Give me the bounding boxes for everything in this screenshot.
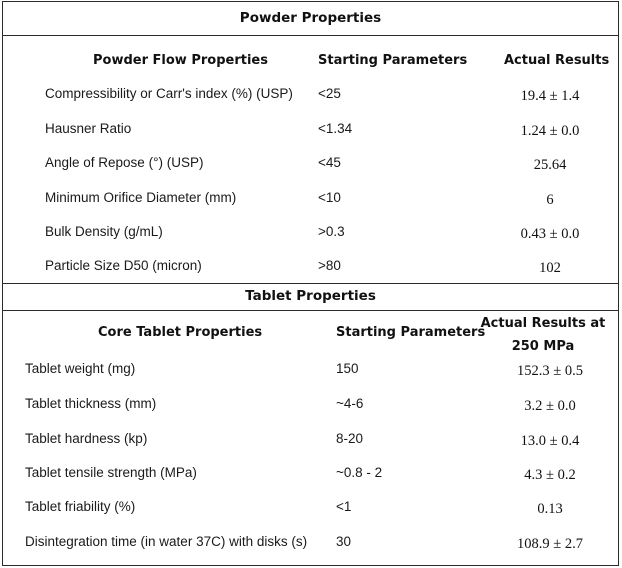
divider xyxy=(3,283,618,284)
powder-row-starting: <10 xyxy=(318,190,341,205)
powder-row-actual: 102 xyxy=(539,260,561,276)
tablet-header-actual-line2: 250 MPa xyxy=(511,339,575,354)
divider xyxy=(3,310,618,311)
tablet-row-starting: ~4-6 xyxy=(336,396,364,411)
powder-row-actual: 25.64 xyxy=(533,157,567,173)
tablet-row-property: Tablet tensile strength (MPa) xyxy=(25,465,197,480)
tablet-row-actual: 4.3 ± 0.2 xyxy=(524,467,576,483)
tablet-row-starting: ~0.8 - 2 xyxy=(336,465,383,480)
powder-header-starting: Starting Parameters xyxy=(318,53,468,68)
properties-table xyxy=(2,1,619,566)
tablet-row-starting: 30 xyxy=(336,534,352,549)
tablet-header-actual-line1: Actual Results at xyxy=(480,316,606,331)
tablet-row-actual: 3.2 ± 0.0 xyxy=(524,398,576,414)
tablet-row-property: Tablet friability (%) xyxy=(25,499,136,514)
tablet-row-property: Tablet thickness (mm) xyxy=(25,396,157,411)
tablet-row-actual: 0.13 xyxy=(537,501,563,517)
powder-row-property: Hausner Ratio xyxy=(45,121,132,136)
powder-row-starting: <45 xyxy=(318,155,341,170)
powder-header-property: Powder Flow Properties xyxy=(93,53,268,68)
powder-row-actual: 19.4 ± 1.4 xyxy=(520,88,580,104)
tablet-row-property: Tablet hardness (kp) xyxy=(25,431,148,446)
powder-row-actual: 0.43 ± 0.0 xyxy=(520,226,580,242)
tablet-row-starting: <1 xyxy=(336,499,352,514)
tablet-row-starting: 8-20 xyxy=(336,431,364,446)
tablet-row-actual: 152.3 ± 0.5 xyxy=(517,363,583,379)
powder-row-property: Compressibility or Carr's index (%) (USP) xyxy=(45,86,293,101)
powder-row-property: Minimum Orifice Diameter (mm) xyxy=(45,190,237,205)
tablet-row-starting: 150 xyxy=(336,361,359,376)
tablet-section-title: Tablet Properties xyxy=(245,288,376,304)
powder-section-title: Powder Properties xyxy=(239,10,382,26)
divider xyxy=(3,35,618,36)
powder-row-starting: <1.34 xyxy=(318,121,353,136)
tablet-row-property: Disintegration time (in water 37C) with disks (s) xyxy=(25,534,308,549)
tablet-row-actual: 108.9 ± 2.7 xyxy=(517,536,583,552)
powder-row-starting: >80 xyxy=(318,258,341,273)
powder-header-actual: Actual Results xyxy=(504,53,610,68)
tablet-row-actual: 13.0 ± 0.4 xyxy=(520,433,580,449)
powder-row-starting: >0.3 xyxy=(318,224,345,239)
tablet-header-property: Core Tablet Properties xyxy=(98,325,263,340)
powder-row-actual: 1.24 ± 0.0 xyxy=(520,123,580,139)
tablet-row-property: Tablet weight (mg) xyxy=(25,361,136,376)
tablet-header-starting: Starting Parameters xyxy=(336,325,486,340)
powder-row-property: Particle Size D50 (micron) xyxy=(45,258,202,273)
powder-row-property: Bulk Density (g/mL) xyxy=(45,224,163,239)
powder-row-starting: <25 xyxy=(318,86,341,101)
powder-row-property: Angle of Repose (°) (USP) xyxy=(45,155,204,170)
powder-row-actual: 6 xyxy=(546,192,554,208)
